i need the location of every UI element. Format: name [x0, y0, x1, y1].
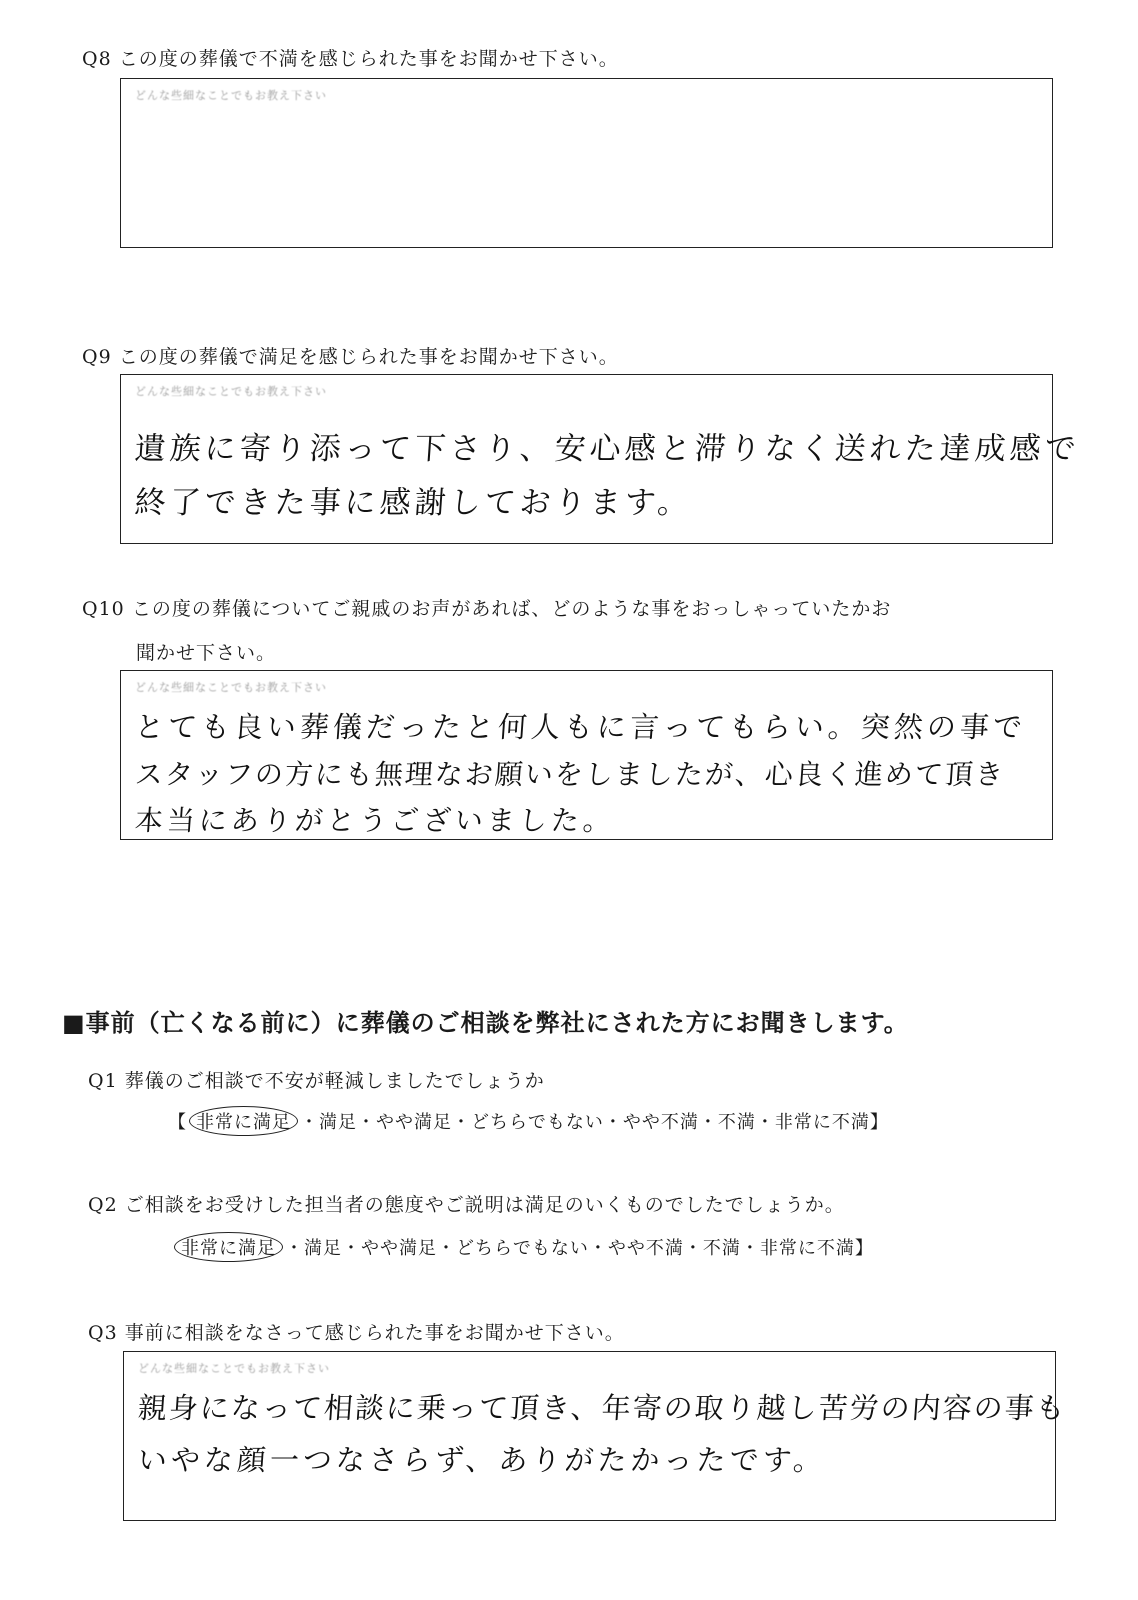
q9-question — [82, 342, 619, 369]
q8-question — [82, 44, 619, 71]
pre-q1-close-bracket: 】 — [869, 1112, 889, 1133]
q9-answer-line-1: 遺族に寄り添って下さり、安心感と滞りなく送れた達成感で — [133, 431, 1082, 467]
q9-answer-box[interactable] — [120, 374, 1082, 544]
pre-q1-question — [88, 1066, 545, 1093]
q10-text-line-2: 聞かせ下さい。 — [136, 642, 277, 664]
pre-q2-rating-scale — [172, 1232, 874, 1262]
pre-q3-answer-line-2: いやな顔一つなさらず、ありがたかったです。 — [136, 1443, 828, 1477]
pre-q1-text: 葬儀のご相談で不安が軽減しましたでしょうか — [124, 1070, 545, 1092]
q9-label: Q9 — [82, 346, 112, 368]
q10-question — [82, 594, 891, 621]
pre-q3-answer-box[interactable] — [123, 1351, 1068, 1521]
q8-label: Q8 — [82, 48, 112, 70]
section-title: ■事前（亡くなる前に）に葬儀のご相談を弊社にされた方にお聞きします。 — [62, 1009, 909, 1037]
q10-answer-line-2: スタッフの方にも無理なお願いをしましたが、心良く進めて頂き — [133, 758, 1007, 791]
q8-answer-box[interactable] — [120, 78, 1053, 248]
pre-q3-answer-line-1: 親身になって相談に乗って頂き、年寄の取り越し苦労の内容の事も — [136, 1391, 1068, 1425]
pre-q2-close-bracket: 】 — [854, 1238, 874, 1259]
q10-answer-box[interactable] — [120, 670, 1053, 840]
q10-hint: どんな些細なことでもお教え下さい — [135, 681, 327, 694]
q8-text: この度の葬儀で不満を感じられた事をお聞かせ下さい。 — [118, 48, 619, 70]
pre-q2-other-options[interactable]: ・満足・やや満足・どちらでもない・やや不満・不満・非常に不満 — [285, 1238, 855, 1259]
pre-q3-text: 事前に相談をなさって感じられた事をお聞かせ下さい。 — [124, 1322, 625, 1344]
pre-q3-question — [88, 1318, 625, 1345]
q8-hint: どんな些細なことでもお教え下さい — [135, 89, 327, 102]
pre-q2-text: ご相談をお受けした担当者の態度やご説明は満足のいくものでしたでしょうか。 — [124, 1194, 845, 1216]
pre-q2-label: Q2 — [88, 1194, 118, 1216]
pre-q1-other-options[interactable]: ・満足・やや満足・どちらでもない・やや不満・不満・非常に不満 — [300, 1112, 870, 1133]
q10-answer-line-1: とても良い葬儀だったと何人もに言ってもらい。突然の事で — [133, 710, 1028, 744]
pre-q1-selected-option[interactable]: 非常に満足 — [189, 1106, 298, 1136]
pre-q1-rating-scale — [168, 1106, 889, 1136]
q9-hint: どんな些細なことでもお教え下さい — [135, 385, 327, 398]
q10-label: Q10 — [82, 598, 125, 620]
pre-q2-selected-option[interactable]: 非常に満足 — [174, 1232, 283, 1262]
pre-q1-label: Q1 — [88, 1070, 118, 1092]
q10-answer-line-3: 本当にありがとうございました。 — [133, 804, 617, 837]
pre-q2-question — [88, 1190, 845, 1217]
q10-text-line-1: この度の葬儀についてご親戚のお声があれば、どのような事をおっしゃっていたかお — [131, 598, 892, 620]
pre-q3-hint: どんな些細なことでもお教え下さい — [138, 1362, 330, 1375]
q9-answer-line-2: 終了できた事に感謝しております。 — [133, 485, 694, 521]
pre-q1-open-bracket: 【 — [168, 1112, 187, 1133]
q9-text: この度の葬儀で満足を感じられた事をお聞かせ下さい。 — [118, 346, 619, 368]
pre-q3-label: Q3 — [88, 1322, 118, 1344]
